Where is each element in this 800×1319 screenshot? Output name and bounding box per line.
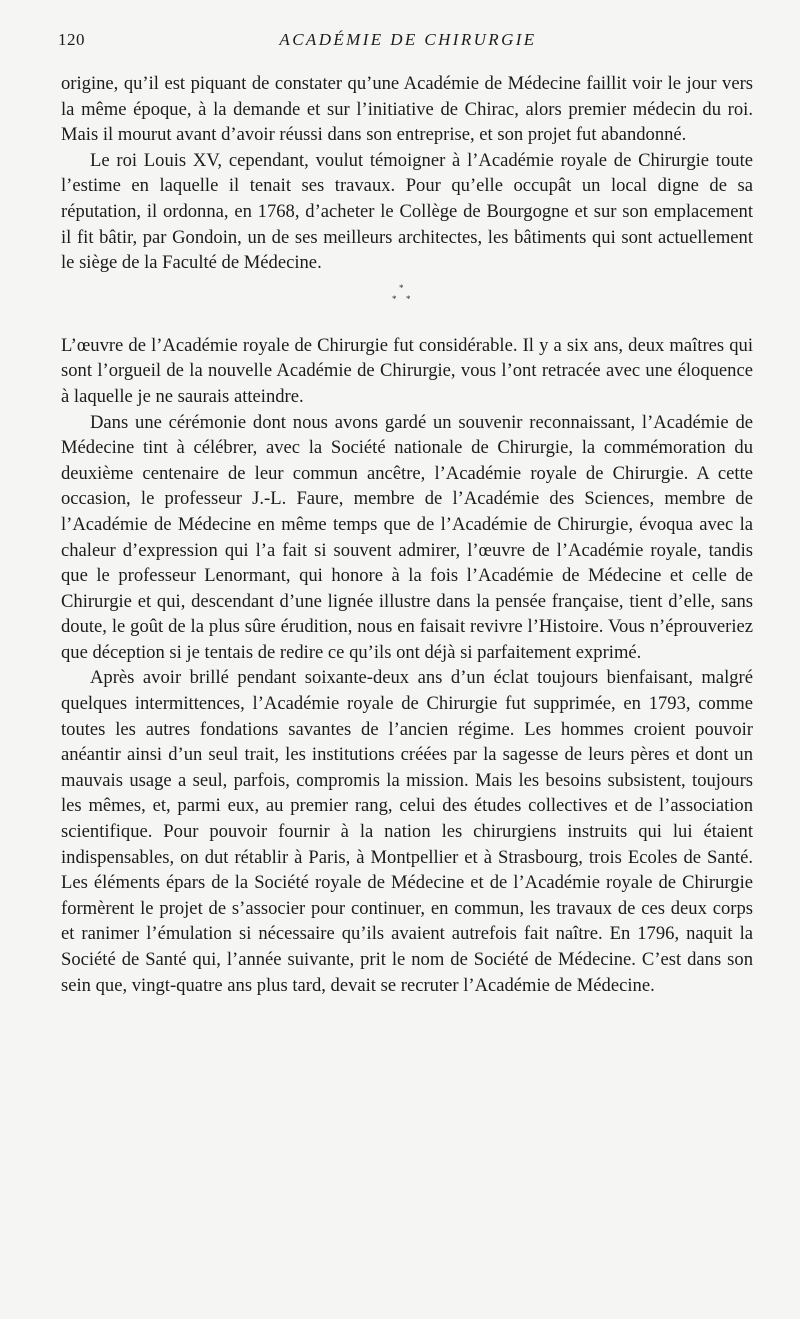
paragraph-continued: origine, qu’il est piquant de constater qu’une Académie de Médecine faillit voir le jour vers la même époque, à la demande et sur l’initiative de Chirac, alors premier médecin du roi. Mais il mourut avant d’avoir réussi dans son entreprise, et son projet fut abandonné. <box>61 73 753 146</box>
asterisk-icon: * <box>406 293 411 304</box>
running-title: ACADÉMIE DE CHIRURGIE <box>279 30 537 49</box>
asterisk-icon: * <box>392 293 397 304</box>
paragraph: L’œuvre de l’Académie royale de Chirurgie fut considérable. Il y a six ans, deux maîtres qui sont l’orgueil de la nouvelle Académie de Chirurgie, vous l’ont retracée avec une éloquence à laquelle je ne saurais atteindre. <box>61 334 753 407</box>
body-text <box>61 71 753 998</box>
paragraph: Le roi Louis XV, cependant, voulut témoigner à l’Académie royale de Chirurgie toute l’estime en laquelle il tenait ses travaux. Pour qu’elle occupât un local digne de sa réputation, il ordonna, en 1768, d’acheter le Collège de Bourgogne et sur son emplacement il fit bâtir, par Gondoin, un de ses meilleurs architectes, les bâtiments qui sont actuellement le siège de la Faculté de Médecine. <box>61 149 753 274</box>
paragraph: Dans une cérémonie dont nous avons gardé un souvenir reconnaissant, l’Académie de Médecine tint à célébrer, avec la Société nationale de Chirurgie, la commémoration du deuxième centenaire de leur commun ancêtre, l’Académie royale de Chirurgie. A cette occasion, le professeur J.-L. Faure, membre de l’Académie des Sciences, membre de l’Académie de Médecine en même temps que de l’Académie de Chirurgie, évoqua avec la chaleur d’expression qui l’a fait si souvent admirer, l’œuvre de l’Académie royale, tandis que le professeur Lenormant, qui honore à la fois l’Académie de Médecine et celle de Chirurgie et qui, descendant d’une lignée illustre dans la pensée française, tient d’elle, sans doute, le goût de la plus sûre érudition, nous en faisait revivre l’Histoire. Vous n’éprouveriez que déception si je tentais de redire ce qu’ils ont déjà si parfaitement exprimé. <box>61 411 753 663</box>
asterism-separator <box>61 276 753 333</box>
running-header <box>58 30 748 56</box>
asterisk-icon: * <box>399 282 404 293</box>
page-number: 120 <box>58 30 85 49</box>
paragraph: Après avoir brillé pendant soixante-deux ans d’un éclat toujours bienfaisant, malgré quelques intermittences, l’Académie royale de Chirurgie fut supprimée, en 1793, comme toutes les autres fondations savantes de l’ancien régime. Les hommes croient pouvoir anéantir ainsi d’un seul trait, les institutions créées par la sagesse de leurs pères et dont un mauvais usage a seul, parfois, compromis la mission. Mais les besoins subsistent, toujours les mêmes, et, parmi eux, au premier rang, celui des études collectives et de l’association scientifique. Pour pouvoir fournir à la nation les chirurgiens instruits qui lui étaient indispensables, on dut rétablir à Paris, à Montpellier et à Strasbourg, trois Ecoles de Santé. Les éléments épars de la Société royale de Médecine et de l’Académie royale de Chirurgie formèrent le projet de s’associer pour continuer, en commun, les travaux de ces deux corps et ranimer l’émulation si nécessaire qu’ils avaient autrefois fait naître. En 1796, naquit la Société de Santé qui, l’année suivante, prit le nom de Société de Médecine. C’est dans son sein que, vingt-quatre ans plus tard, devait se recruter l’Académie de Médecine. <box>61 667 753 996</box>
